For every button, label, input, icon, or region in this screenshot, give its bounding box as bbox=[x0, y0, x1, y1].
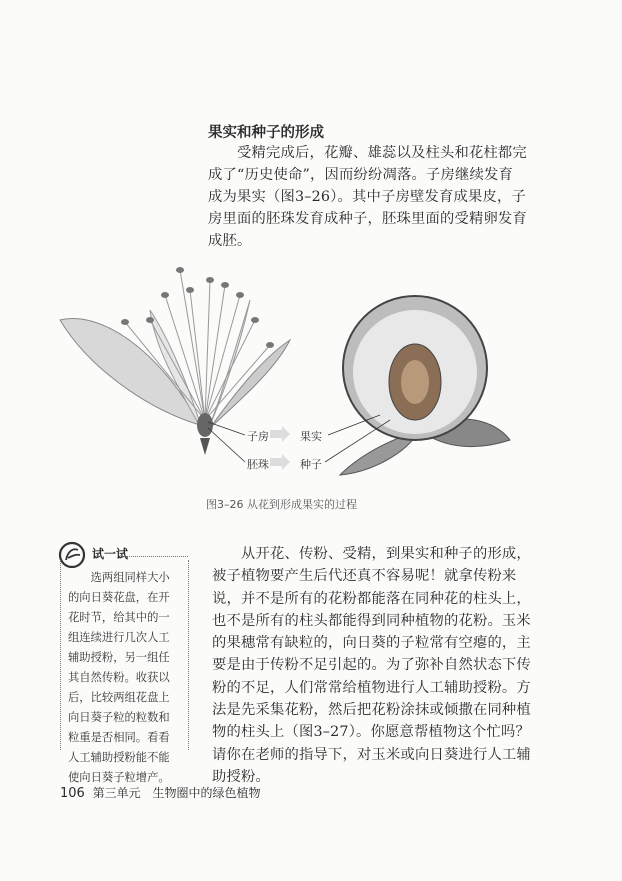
try-it-text bbox=[68, 568, 170, 788]
text-line: 花时节，给其中的一 bbox=[68, 611, 170, 624]
figure-caption: 图3–26 从花到形成果实的过程 bbox=[206, 498, 357, 511]
label-ovule: 胚珠 bbox=[247, 458, 269, 471]
text-line: 从开花、传粉、受精，到果实和种子的形成， bbox=[212, 546, 531, 562]
text-line: 要是由于传粉不足引起的。为了弥补自然状态下传 bbox=[212, 657, 531, 674]
text-line: 组连续进行几次人工 bbox=[68, 631, 170, 644]
text-line: 被子植物要产生后代还真不容易呢！就拿传粉来 bbox=[212, 568, 517, 585]
text-line: 助授粉。 bbox=[212, 768, 270, 785]
section-title: 果实和种子的形成 bbox=[208, 125, 324, 141]
arrow-icons bbox=[270, 426, 290, 470]
text-line: 人工辅助授粉能不能 bbox=[68, 751, 170, 764]
text-line: 成为果实（图3–26）。其中子房壁发育成果皮，子 bbox=[208, 189, 527, 205]
fruit-illustration bbox=[340, 296, 510, 475]
text-line: 请你在老师的指导下，对玉米或向日葵进行人工辅 bbox=[212, 746, 531, 763]
text-line: 成了“历史使命”，因而纷纷凋落。子房继续发育 bbox=[208, 167, 513, 183]
label-ovary: 子房 bbox=[247, 430, 269, 443]
text-line: 使向日葵子粒增产。 bbox=[68, 771, 170, 784]
paragraph-fruit-formation bbox=[208, 142, 527, 252]
text-line: 的向日葵花盘，在开 bbox=[68, 591, 170, 604]
label-seed: 种子 bbox=[300, 458, 322, 471]
text-line: 成胚。 bbox=[208, 233, 252, 249]
box-border-top bbox=[126, 556, 188, 557]
page-number: 106 bbox=[60, 786, 85, 801]
unit-title: 生物圈中的绿色植物 bbox=[152, 786, 261, 800]
text-line: 说，并不是所有的花粉都能落在同种花的柱头上， bbox=[212, 590, 531, 607]
text-line: 物的柱头上（图3–27）。你愿意帮植物这个忙吗？ bbox=[212, 724, 531, 741]
leader-lines bbox=[208, 415, 390, 462]
text-line: 粒重是否相同。看看 bbox=[68, 731, 170, 744]
text-line: 后，比较两组花盘上 bbox=[68, 691, 170, 704]
text-line: 法是先采集花粉，然后把花粉涂抹或倾撒在同种植 bbox=[212, 702, 531, 719]
text-line: 选两组同样大小 bbox=[68, 571, 170, 584]
text-line: 其自然传粉。收获以 bbox=[68, 671, 170, 684]
paragraph-pollination bbox=[212, 543, 531, 788]
text-line: 向日葵子粒的粒数和 bbox=[68, 711, 170, 724]
text-line: 也不是所有的柱头都能得到同种植物的花粉。玉米 bbox=[212, 612, 531, 629]
unit-label: 第三单元 bbox=[92, 786, 141, 800]
flower-to-fruit-illustration bbox=[40, 250, 520, 480]
text-line: 受精完成后，花瓣、雄蕊以及柱头和花柱都完 bbox=[208, 145, 527, 161]
flower-illustration bbox=[60, 267, 290, 455]
text-line: 房里面的胚珠发育成种子，胚珠里面的受精卵发育 bbox=[208, 211, 527, 227]
page-footer bbox=[60, 784, 261, 801]
label-fruit: 果实 bbox=[300, 430, 322, 443]
text-line: 粉的不足，人们常常给植物进行人工辅助授粉。方 bbox=[212, 679, 531, 696]
text-line: 辅助授粉，另一组任 bbox=[68, 651, 170, 664]
text-line: 的果穗常有缺粒的，向日葵的子粒常有空瘪的，主 bbox=[212, 635, 531, 652]
try-it-title: 试一试 bbox=[92, 547, 129, 561]
